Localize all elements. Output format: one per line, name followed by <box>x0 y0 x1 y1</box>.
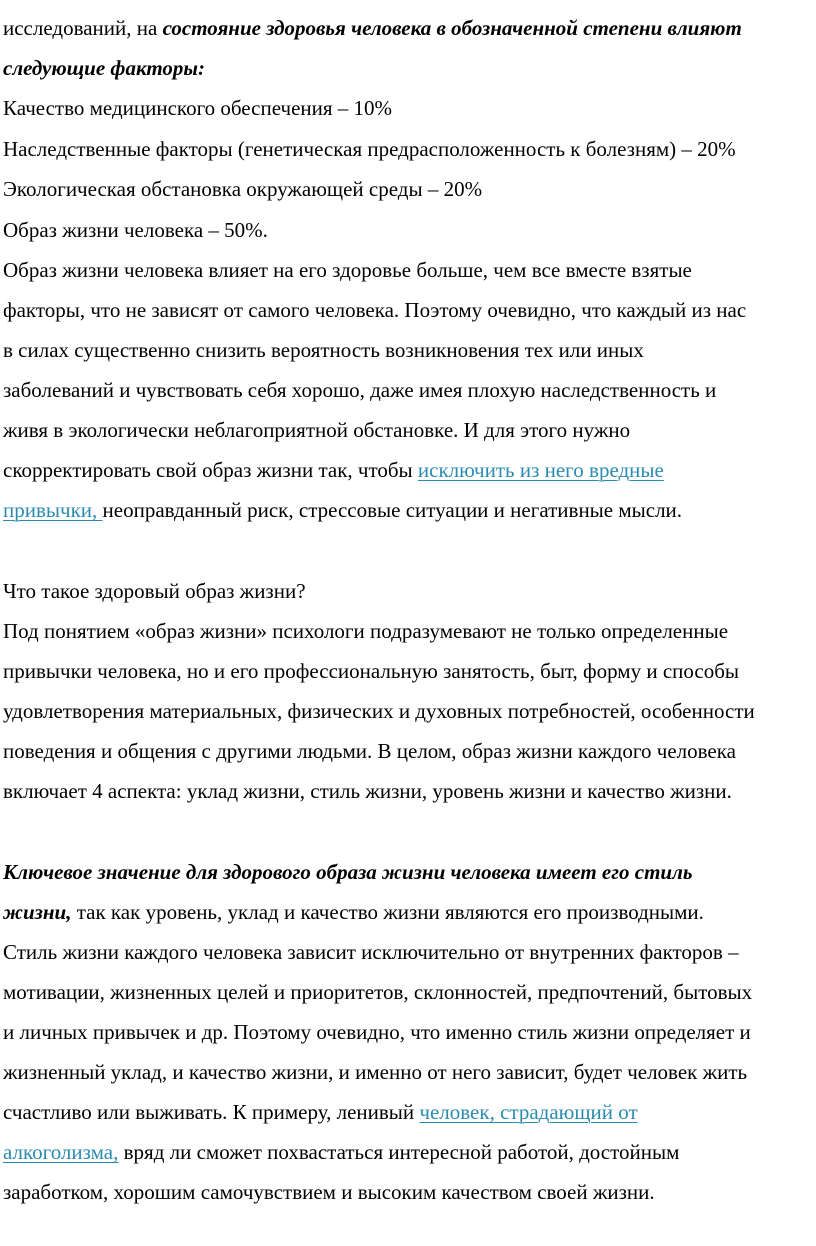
paragraph-text: исследований, на <box>3 16 163 40</box>
factor-item: Качество медицинского обеспечения – 10% <box>3 96 393 120</box>
text-line <box>3 1098 638 1126</box>
paragraph-line: в силах существенно снизить вероятность возникновения тех или иных <box>3 338 644 362</box>
paragraph-line: включает 4 аспекта: уклад жизни, стиль жизни, уровень жизни и качество жизни. <box>3 779 732 803</box>
section-question: Что такое здоровый образ жизни? <box>3 579 306 603</box>
paragraph-line: поведения и общения с другими людьми. В целом, образ жизни каждого человека <box>3 739 736 763</box>
paragraph-line: Под понятием «образ жизни» психологи подразумевают не только определенные <box>3 619 729 643</box>
paragraph-text: скорректировать свой образ жизни так, чтобы <box>3 458 418 482</box>
emphasis-text: следующие факторы: <box>3 56 205 80</box>
link-alcoholism-cont[interactable]: алкоголизма, <box>3 1140 119 1164</box>
paragraph-line: заболеваний и чувствовать себя хорошо, даже имея плохую наследственность и <box>3 378 717 402</box>
link-bad-habits-cont[interactable]: привычки, <box>3 498 103 522</box>
factor-item: Экологическая обстановка окружающей среды – 20% <box>3 177 483 201</box>
paragraph-line: заработком, хорошим самочувствием и высоким качеством своей жизни. <box>3 1180 655 1204</box>
link-alcoholism[interactable]: человек, страдающий от <box>419 1100 638 1124</box>
paragraph-line: Стиль жизни каждого человека зависит исключительно от внутренних факторов – <box>3 940 739 964</box>
text-line <box>3 898 704 926</box>
paragraph-line: жизненный уклад, и качество жизни, и именно от него зависит, будет человек жить <box>3 1060 748 1084</box>
paragraph-line: мотивации, жизненных целей и приоритетов, склонностей, предпочтений, бытовых <box>3 980 753 1004</box>
factor-item: Образ жизни человека – 50%. <box>3 218 268 242</box>
emphasis-text: жизни, <box>3 900 72 924</box>
paragraph-text: неоправданный риск, стрессовые ситуации и негативные мысли. <box>102 498 683 522</box>
link-bad-habits[interactable]: исключить из него вредные <box>417 458 664 482</box>
paragraph-text: вряд ли сможет похвастаться интересной работой, достойным <box>118 1140 680 1164</box>
paragraph-line: Образ жизни человека влияет на его здоровье больше, чем все вместе взятые <box>3 258 692 282</box>
text-line <box>3 858 692 886</box>
paragraph-line: удовлетворения материальных, физических и духовных потребностей, особенности <box>3 699 755 723</box>
paragraph-line: и личных привычек и др. Поэтому очевидно, что именно стиль жизни определяет и <box>3 1020 751 1044</box>
emphasis-text: Ключевое значение для здорового образа жизни человека имеет его стиль <box>3 860 693 884</box>
paragraph-text: так как уровень, уклад и качество жизни являются его производными. <box>71 900 704 924</box>
emphasis-text: состояние здоровья человека в обозначенной степени влияют <box>162 16 742 40</box>
text-line <box>3 54 205 82</box>
paragraph-line: живя в экологически неблагоприятной обстановке. И для этого нужно <box>3 418 631 442</box>
paragraph-text: счастливо или выживать. К примеру, ленивый <box>3 1100 420 1124</box>
paragraph-line: факторы, что не зависят от самого человека. Поэтому очевидно, что каждый из нас <box>3 298 747 322</box>
paragraph-line: привычки человека, но и его профессиональную занятость, быт, форму и способы <box>3 659 740 683</box>
text-line <box>3 456 664 484</box>
factor-item: Наследственные факторы (генетическая предрасположенность к болезням) – 20% <box>3 137 736 161</box>
text-line <box>3 496 682 524</box>
text-line <box>3 14 742 42</box>
text-line <box>3 1138 679 1166</box>
